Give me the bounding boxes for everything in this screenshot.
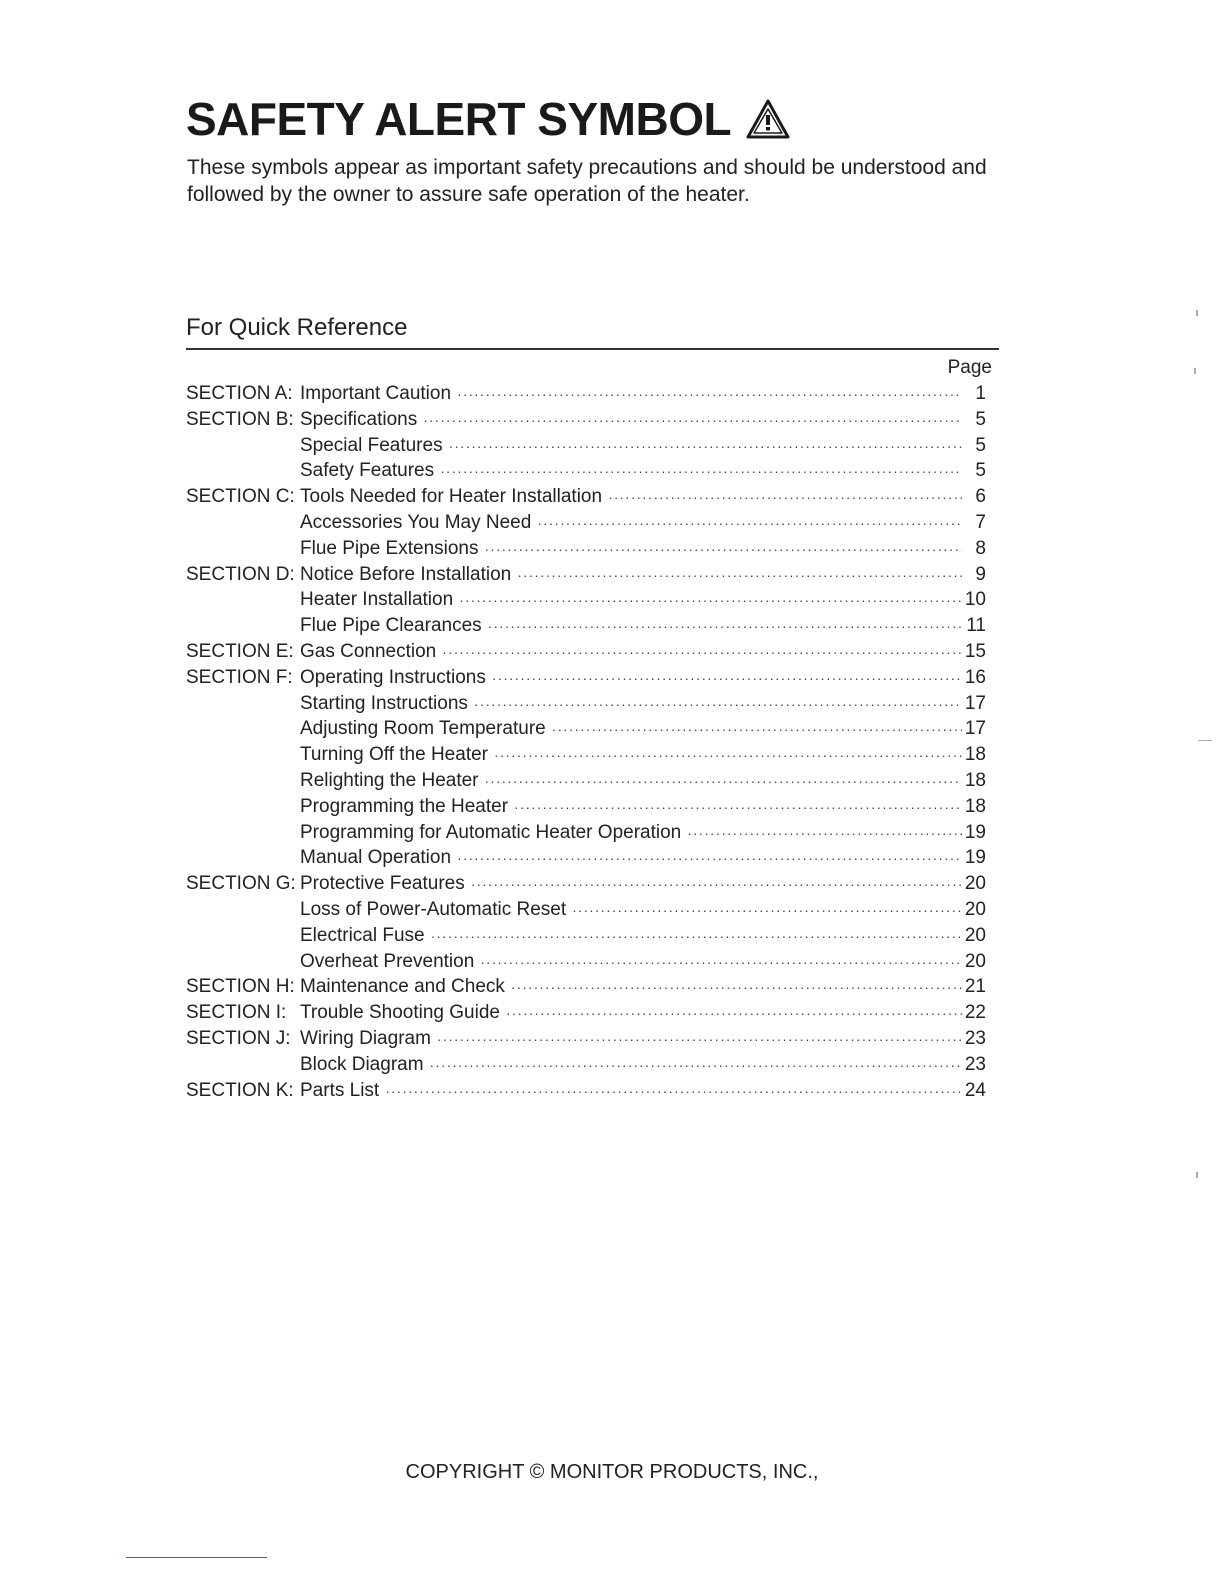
toc-dot-leader <box>485 537 963 563</box>
toc-page-number: 18 <box>964 744 986 766</box>
toc-page-number: 5 <box>975 408 986 430</box>
toc-entry <box>186 458 986 484</box>
safety-intro-text: These symbols appear as important safety precautions and should be understood and followed by the owner to assure safe operation of the heater. <box>187 156 987 206</box>
toc-entry-title: Programming for Automatic Heater Operation <box>300 821 682 843</box>
toc-dot-leader <box>474 692 962 718</box>
toc-section-label: SECTION F: <box>186 666 293 688</box>
toc-entry-title: Tools Needed for Heater Installation <box>300 486 603 508</box>
toc-page-number: 16 <box>964 666 986 688</box>
toc-entry-title: Flue Pipe Extensions <box>300 537 479 559</box>
toc-entry-title: Safety Features <box>300 460 435 482</box>
toc-entry <box>186 587 986 613</box>
toc-entry <box>186 820 986 846</box>
scan-mark <box>1196 1172 1198 1178</box>
toc-entry <box>186 742 986 768</box>
toc-entry-title: Operating Instructions <box>300 666 486 688</box>
toc-page-number: 20 <box>964 873 986 895</box>
toc-page-number: 9 <box>975 563 986 585</box>
toc-dot-leader <box>514 795 962 821</box>
toc-entry <box>186 639 986 665</box>
toc-entry-title: Electrical Fuse <box>300 924 425 946</box>
toc-entry <box>186 794 986 820</box>
toc-page-number: 20 <box>964 924 986 946</box>
toc-entry-title: Notice Before Installation <box>300 563 512 585</box>
toc-dot-leader <box>485 769 963 795</box>
toc-entry-title: Maintenance and Check <box>300 976 505 998</box>
toc-entry <box>186 510 986 536</box>
toc-dot-leader <box>488 614 962 640</box>
toc-entry-title: Wiring Diagram <box>300 1027 431 1049</box>
toc-page-number: 20 <box>964 898 986 920</box>
toc-section-label: SECTION I: <box>186 1002 287 1024</box>
toc-entry-title: Manual Operation <box>300 847 452 869</box>
toc-page-number: 24 <box>964 1079 986 1101</box>
toc-section-label: SECTION A: <box>186 383 293 404</box>
toc-entry <box>186 949 986 975</box>
toc-section-label: SECTION C: <box>186 486 295 508</box>
toc-dot-leader <box>687 821 962 847</box>
toc-section-label: SECTION G: <box>186 873 296 895</box>
toc-section-label: SECTION E: <box>186 640 294 662</box>
page-column-label: Page <box>947 357 992 378</box>
toc-page-number: 10 <box>964 589 986 611</box>
toc-entry <box>186 768 986 794</box>
toc-entry <box>186 433 986 459</box>
toc-page-number: 18 <box>964 795 986 817</box>
toc-page-number: 21 <box>964 976 986 998</box>
toc-entry-title: Starting Instructions <box>300 692 468 714</box>
toc-entry <box>186 716 986 742</box>
toc-page-number: 11 <box>966 615 986 637</box>
toc-dot-leader <box>480 950 962 976</box>
toc-page-number: 15 <box>964 640 986 662</box>
toc-dot-leader <box>385 1079 962 1105</box>
toc-entry <box>186 871 986 897</box>
toc-dot-leader <box>431 924 962 950</box>
warning-triangle-icon <box>745 98 791 140</box>
toc-page-number: 5 <box>975 434 986 456</box>
scan-mark <box>1196 310 1198 316</box>
toc-entry <box>186 1000 986 1026</box>
toc-entry <box>186 1026 986 1052</box>
toc-page-number: 19 <box>964 821 986 843</box>
table-of-contents <box>186 381 986 1103</box>
toc-entry-title: Loss of Power-Automatic Reset <box>300 898 567 920</box>
toc-entry-title: Programming the Heater <box>300 795 509 817</box>
toc-entry <box>186 845 986 871</box>
toc-dot-leader <box>506 1001 962 1027</box>
toc-entry-title: Accessories You May Need <box>300 511 532 533</box>
toc-entry <box>186 1078 986 1104</box>
toc-dot-leader <box>442 640 962 666</box>
toc-entry <box>186 974 986 1000</box>
toc-dot-leader <box>457 382 962 408</box>
toc-page-number: 7 <box>975 511 986 533</box>
toc-entry <box>186 407 986 433</box>
toc-dot-leader <box>572 898 962 924</box>
toc-dot-leader <box>517 563 962 589</box>
toc-entry-title: Parts List <box>300 1079 380 1101</box>
toc-entry-title: Relighting the Heater <box>300 769 479 791</box>
toc-page-number: 6 <box>975 486 986 508</box>
toc-section-label: SECTION H: <box>186 976 295 998</box>
toc-entry <box>186 562 986 588</box>
toc-section-label: SECTION K: <box>186 1079 294 1101</box>
toc-entry-title: Specifications <box>300 408 418 430</box>
toc-entry-title: Trouble Shooting Guide <box>300 1002 500 1024</box>
toc-entry-title: Special Features <box>300 434 443 456</box>
toc-entry-title: Gas Connection <box>300 640 437 662</box>
toc-dot-leader <box>457 846 962 872</box>
bottom-underline <box>126 1557 267 1558</box>
toc-page-number: 17 <box>964 718 986 740</box>
toc-dot-leader <box>511 975 962 1001</box>
toc-entry <box>186 536 986 562</box>
heading-divider <box>186 348 999 350</box>
toc-page-number: 23 <box>964 1027 986 1049</box>
toc-entry <box>186 691 986 717</box>
toc-dot-leader <box>608 485 962 511</box>
toc-entry-title: Adjusting Room Temperature <box>300 718 546 740</box>
toc-page-number: 22 <box>964 1002 986 1024</box>
toc-page-number: 20 <box>964 950 986 972</box>
title-row <box>186 93 791 145</box>
scan-mark <box>1198 740 1212 741</box>
toc-entry <box>186 613 986 639</box>
toc-page-number: 8 <box>975 537 986 559</box>
toc-dot-leader <box>440 459 962 485</box>
toc-dot-leader <box>492 666 962 692</box>
toc-entry-title: Turning Off the Heater <box>300 744 488 766</box>
toc-page-number: 18 <box>964 769 986 791</box>
toc-page-number: 19 <box>964 847 986 869</box>
toc-section-label: SECTION D: <box>186 563 295 585</box>
toc-entry-title: Block Diagram <box>300 1053 424 1075</box>
toc-page-number: 1 <box>975 383 986 404</box>
toc-entry <box>186 897 986 923</box>
page-title: SAFETY ALERT SYMBOL <box>186 93 732 145</box>
toc-entry-title: Overheat Prevention <box>300 950 475 972</box>
toc-section-label: SECTION B: <box>186 408 294 430</box>
toc-dot-leader <box>471 872 962 898</box>
toc-entry <box>186 484 986 510</box>
toc-dot-leader <box>423 408 962 434</box>
quick-reference-heading: For Quick Reference <box>186 314 408 341</box>
toc-entry <box>186 381 986 407</box>
scan-mark <box>1194 368 1196 374</box>
toc-dot-leader <box>459 588 962 614</box>
toc-dot-leader <box>437 1027 962 1053</box>
toc-dot-leader <box>537 511 962 537</box>
toc-dot-leader <box>552 717 962 743</box>
toc-entry <box>186 923 986 949</box>
toc-entry-title: Protective Features <box>300 873 465 895</box>
copyright-notice: COPYRIGHT © MONITOR PRODUCTS, INC., <box>405 1461 819 1483</box>
toc-page-number: 17 <box>964 692 986 714</box>
toc-entry-title: Important Caution <box>300 383 452 404</box>
toc-page-number: 23 <box>964 1053 986 1075</box>
toc-page-number: 5 <box>975 460 986 482</box>
toc-entry <box>186 665 986 691</box>
toc-dot-leader <box>449 434 962 460</box>
toc-entry <box>186 1052 986 1078</box>
toc-dot-leader <box>430 1053 962 1079</box>
toc-entry-title: Flue Pipe Clearances <box>300 615 482 637</box>
toc-entry-title: Heater Installation <box>300 589 454 611</box>
toc-dot-leader <box>494 743 962 769</box>
toc-section-label: SECTION J: <box>186 1027 291 1049</box>
